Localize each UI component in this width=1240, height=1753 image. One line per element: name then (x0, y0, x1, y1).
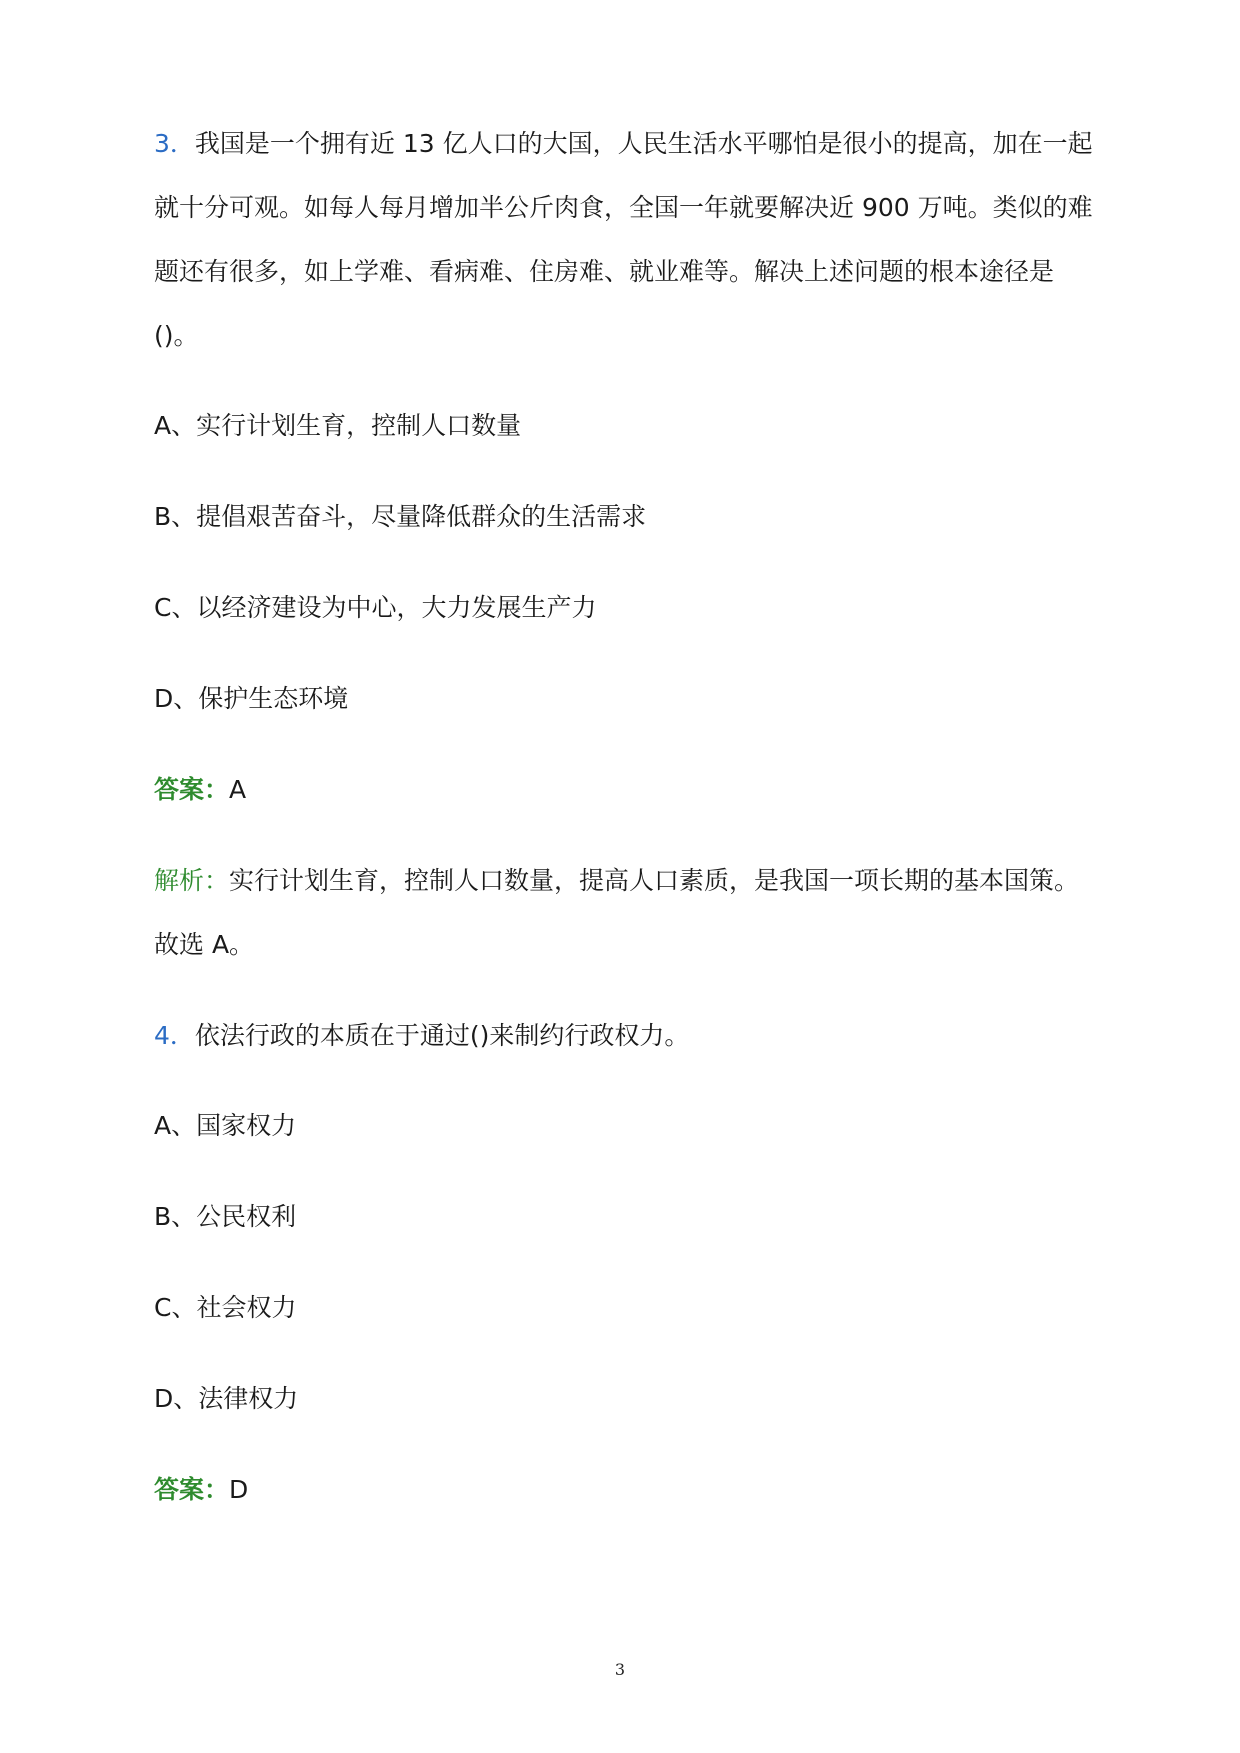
option-b: B、公民权利 (154, 1202, 297, 1231)
question-block (154, 112, 1094, 977)
question-text: 我国是一个拥有近 13 亿人口的大国，人民生活水平哪怕是很小的提高，加在一起就十分可观。如每人每月增加半公斤肉食，全国一年就要解决近 900 万吨。类似的难题还有很多，如上学难、看病难、住房难、就业难等。解决上述问题的根本途径是()。 (154, 129, 1093, 350)
question-stem (154, 112, 1094, 368)
option-d: D、法律权力 (154, 1384, 299, 1413)
answer-value: D (229, 1475, 249, 1504)
option-c: C、社会权力 (154, 1293, 297, 1322)
option-a: A、实行计划生育，控制人口数量 (154, 411, 522, 440)
answer-value: A (229, 775, 247, 804)
answer-line (154, 1458, 1094, 1522)
question-number-separator: ． (169, 1021, 195, 1050)
question-number: 3 (154, 129, 170, 158)
question-number: 4 (154, 1021, 170, 1050)
analysis-paragraph (154, 849, 1094, 977)
option-b: B、提倡艰苦奋斗，尽量降低群众的生活需求 (154, 502, 647, 531)
analysis-label: 解析： (154, 866, 230, 895)
page-content (154, 112, 1094, 1522)
option-d: D、保护生态环境 (154, 684, 349, 713)
analysis-text: 实行计划生育，控制人口数量，提高人口素质，是我国一项长期的基本国策。故选 A。 (154, 866, 1080, 959)
answer-label: 答案： (154, 775, 230, 804)
option-c: C、以经济建设为中心，大力发展生产力 (154, 593, 597, 622)
option-a: A、国家权力 (154, 1111, 297, 1140)
question-number-separator: ． (169, 129, 195, 158)
question-stem (154, 1004, 1094, 1068)
answer-label: 答案： (154, 1475, 230, 1504)
answer-line (154, 758, 1094, 822)
question-text: 依法行政的本质在于通过()来制约行政权力。 (194, 1021, 690, 1050)
page-number: 3 (614, 1660, 626, 1679)
question-block (154, 1004, 1094, 1522)
